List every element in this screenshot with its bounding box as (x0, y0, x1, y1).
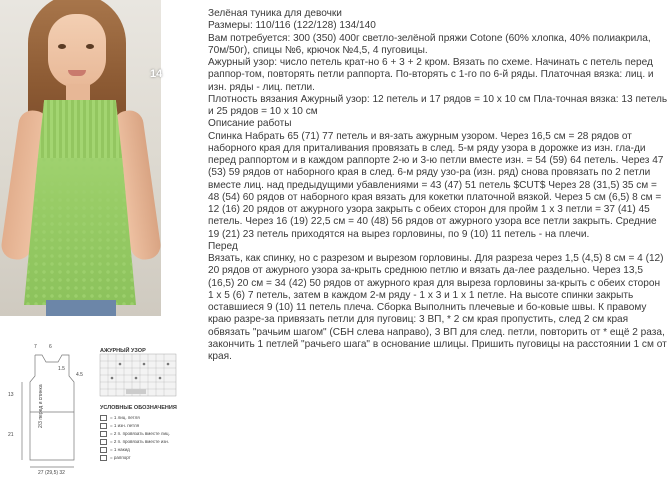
legend-label: = раппорт (110, 455, 131, 461)
legend-item (100, 455, 131, 461)
chart-title: АЖУРНЫЙ УЗОР (100, 348, 146, 354)
sizes: Размеры: 110/116 (122/128) 134/140 (208, 20, 376, 32)
legend-symbol (100, 439, 107, 445)
legend-symbol (100, 447, 107, 453)
legend-label: = 1 накид (110, 447, 130, 453)
right-eye (86, 44, 94, 49)
legend-item (100, 447, 130, 453)
legend-symbol (100, 431, 107, 437)
pattern-diagram (0, 330, 200, 480)
legend-title: УСЛОВНЫЕ ОБОЗНАЧЕНИЯ (100, 405, 177, 411)
pattern-instructions (208, 8, 668, 363)
front-instructions: Вязать, как спинку, но с разрезом и вырезом горловины. Для разреза через 1,5 (4,5) 8 см = 4 (12) 20 рядов от ажурного узора за-крыть среднюю петлю и вязать да-лее раздельно. Через 13,5 (16,5) 20 см = 34 (42) 50 рядов от ажурного края для выреза горловины за-крыть с обеих сторон 1 х 5 (6) 7 петель, затем в каждом 2-м ряду - 1 х 3 и 1 х 1 петле. На высоте спинки закрыть оставшиеся 9 (10) 11 петель плеча. Сборка Выполнить плечевые и бо-ковые швы. К правому краю разре-за привязать петли для пуговиц: 3 ВП, * 2 см края пропустить, след 2 см края обвязать "рачьим шагом" (СБН слева направо), 3 ВП для след. петли, повторить от * ещё 2 раза, закончить 1 петлей "рачьего шага" в основание шлицы. Пришить пуговицы на расстоянии 1 см от края. (208, 253, 667, 362)
gauge: Плотность вязания Ажурный узор: 12 петель и 17 рядов = 10 х 10 см Пла-точная вязка: 13 петель и 25 рядов = 10 х 10 см (208, 93, 668, 117)
legend-label: = 1 изн. петля (110, 423, 140, 429)
tunic-yoke (38, 100, 122, 158)
model-photo (0, 0, 161, 316)
section-heading: Описание работы (208, 118, 292, 130)
lace-pattern: Ажурный узор: число петель крат-но 6 + 3 + 2 кром. Вязать по схеме. Начинать с петель перед раппор-том, повторять петли раппорта. По-вторять с 1-го по 6-й ряды. Платочная вязка: лиц. и изн. ряды - лиц. петли. (208, 57, 654, 93)
garment-outline (30, 355, 74, 460)
legend-symbol (100, 455, 107, 461)
measure-side-1: 13 (8, 392, 14, 398)
page-number: 14 (150, 68, 163, 80)
title: Зелёная туника для девочки (208, 8, 342, 19)
measure-bottom: 27 (29,5) 32 (38, 470, 65, 476)
jeans (46, 300, 116, 316)
legend-symbol (100, 423, 107, 429)
face (48, 14, 106, 88)
legend-item (100, 415, 140, 421)
legend-item (100, 423, 139, 429)
legend-label: = 1 лиц. петля (110, 415, 140, 421)
measure-side-2: 21 (8, 432, 14, 438)
legend-item (100, 431, 170, 437)
legend-item (100, 439, 169, 445)
front-heading: Перед (208, 240, 238, 252)
back-instructions: Спинка Набрать 65 (71) 77 петель и вя-зать ажурным узором. Через 16,5 см = 28 рядов от наборного края для приталивания провязать в след. 5-м ряду узора в дорожке из изн. гла-ди перед раппортом и в каждом раппорте 2-ю и 3-ю петли вместе изн. = 54 (59) 64 петель. Через 47 (53) 59 рядов от наборного края в след. 6-м ряду узо-ра (изн. ряд) снова провязать по 2 петли вместе лиц. над предыдущими убавлениями = 43 (47) 51 петель $CUT$ Через 28 (31,5) 35 см = 48 (54) 60 рядов от наборного края вязать для кокетки платочной вязкой. Через 5 см (6,5) 8 см = 12 (16) 20 рядов от ажурного узора закрыть с обеих сторон для пройм 1 х 3 петли = 37 (41) 45 петель. Через 16 (19) 22,5 см = 40 (48) 56 рядов от ажурного узора все петли закрыть. Средние 19 (21) 23 петель приходятся на вырез горловины, по 9 (10) 11 петель - на плечи. (208, 130, 664, 240)
materials: Вам потребуется: 300 (350) 400г светло-зелёной пряжи Cotone (60% хлопка, 40% полиакрила, 70м/50г), спицы №6, крючок №4,5, 4 пуговицы. (208, 32, 651, 56)
measure-top-left: 7 (34, 344, 37, 350)
left-eye (58, 44, 66, 49)
legend-label: = 2 п. провязать вместе изн. (110, 439, 170, 445)
measure-top-mid: 6 (49, 344, 52, 350)
legend-symbol (100, 415, 107, 421)
legend-label: = 2 п. провязать вместе лиц. (110, 431, 170, 437)
measure-width-1: 1.5 (58, 366, 65, 372)
measure-width-2: 4.5 (76, 372, 83, 378)
measure-height-label: 2/3 перед и спинка (38, 384, 44, 428)
